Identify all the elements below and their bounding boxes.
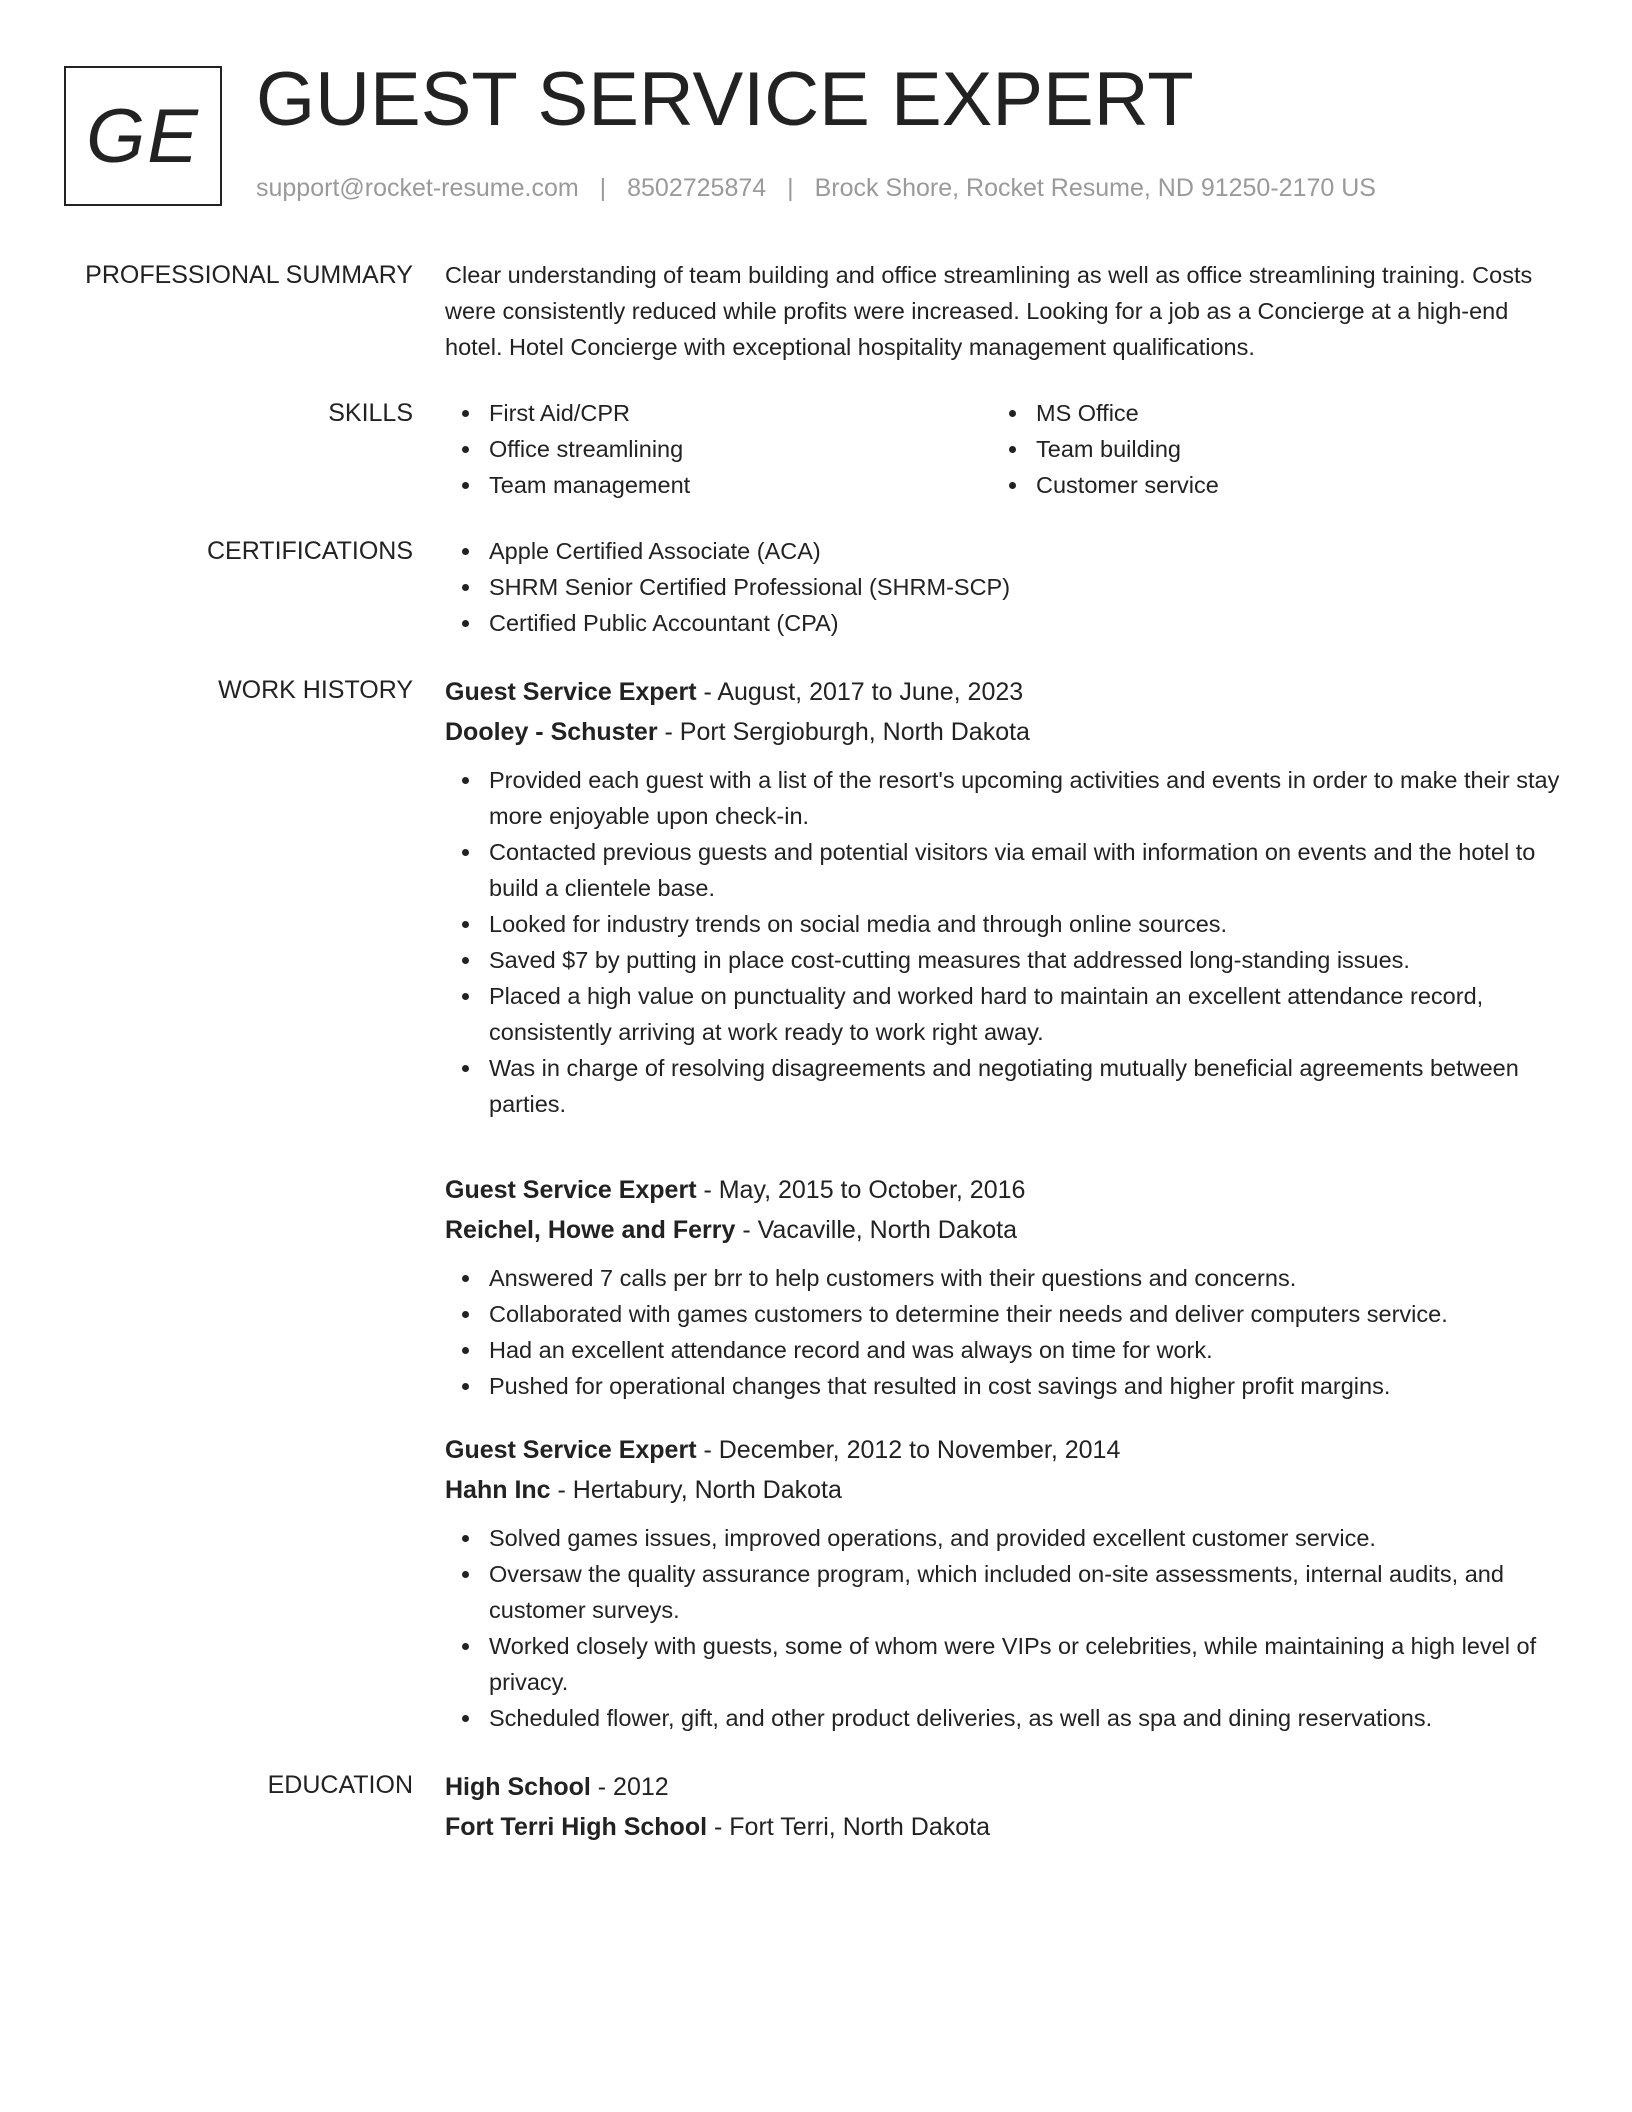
job-bullet: Collaborated with games customers to determine their needs and deliver computers service. <box>445 1296 1560 1332</box>
skill-item: Customer service <box>992 467 1539 503</box>
contact-separator: | <box>599 174 607 202</box>
initials-text: GE <box>86 93 200 179</box>
job-location: - Hertabury, North Dakota <box>550 1476 842 1504</box>
job-bullet: Placed a high value on punctuality and worked hard to maintain an excellent attendance record, consistently arriving at work ready to work right away. <box>445 978 1560 1050</box>
job-bullet: Solved games issues, improved operations, and provided excellent customer service. <box>445 1520 1560 1556</box>
job-bullet: Was in charge of resolving disagreements and negotiating mutually beneficial agreements between parties. <box>445 1050 1560 1122</box>
job-bullet: Pushed for operational changes that resulted in cost savings and higher profit margins. <box>445 1368 1560 1404</box>
job-title: Guest Service Expert <box>445 1436 697 1464</box>
education-year: - 2012 <box>590 1773 669 1801</box>
job-title-line <box>445 1430 1560 1470</box>
job-company-line <box>445 1210 1560 1250</box>
job-dates: - December, 2012 to November, 2014 <box>696 1436 1121 1464</box>
certification-item: Apple Certified Associate (ACA) <box>445 533 1560 569</box>
contact-email[interactable]: support@rocket-resume.com <box>256 174 579 202</box>
job-bullets <box>445 1260 1560 1404</box>
resume-title: GUEST SERVICE EXPERT <box>256 57 1194 142</box>
job-company-line <box>445 712 1560 752</box>
job-title-line <box>445 1170 1560 1210</box>
job-bullets <box>445 1520 1560 1736</box>
skill-item: First Aid/CPR <box>445 395 992 431</box>
job-bullet: Looked for industry trends on social media and through online sources. <box>445 906 1560 942</box>
section-label: PROFESSIONAL SUMMARY <box>85 261 413 289</box>
job-company: Dooley - Schuster <box>445 718 658 746</box>
contact-separator: | <box>787 174 794 202</box>
summary-text: Clear understanding of team building and office streamlining as well as office streamlining training. Costs were consistently reduced while profits were increased. Looking for a job as a Concierge at a high-end hotel. Hotel Concierge with exceptional hospitality management qualifications. <box>445 262 1533 360</box>
contact-phone[interactable]: 8502725874 <box>627 174 767 202</box>
skill-item: MS Office <box>992 395 1539 431</box>
job-bullet: Contacted previous guests and potential visitors via email with information on events and the hotel to build a clientele base. <box>445 834 1560 906</box>
job-location: - Port Sergioburgh, North Dakota <box>657 718 1030 746</box>
education-degree: High School <box>445 1773 591 1801</box>
certifications-list <box>445 533 1560 641</box>
job-bullet: Answered 7 calls per brr to help customers with their questions and concerns. <box>445 1260 1560 1296</box>
skill-item: Team management <box>445 467 992 503</box>
education-location: - Fort Terri, North Dakota <box>707 1813 990 1841</box>
initials-monogram <box>64 66 222 206</box>
job-company: Reichel, Howe and Ferry <box>445 1216 736 1244</box>
education-degree-line <box>445 1767 1560 1807</box>
section-label: WORK HISTORY <box>218 676 413 704</box>
job-dates: - May, 2015 to October, 2016 <box>696 1176 1026 1204</box>
contact-address: Brock Shore, Rocket Resume, ND 91250-2170 US <box>814 174 1376 202</box>
job-entry <box>445 1430 1560 1736</box>
job-title: Guest Service Expert <box>445 1176 697 1204</box>
job-bullets <box>445 762 1560 1122</box>
certification-item: SHRM Senior Certified Professional (SHRM-SCP) <box>445 569 1560 605</box>
job-bullet: Scheduled flower, gift, and other product deliveries, as well as spa and dining reservations. <box>445 1700 1560 1736</box>
skills-list-right <box>992 395 1539 503</box>
certification-item: Certified Public Accountant (CPA) <box>445 605 1560 641</box>
section-label: CERTIFICATIONS <box>206 537 413 565</box>
education-school: Fort Terri High School <box>445 1813 708 1841</box>
skill-item: Office streamlining <box>445 431 992 467</box>
section-label: SKILLS <box>328 399 413 427</box>
job-location: - Vacaville, North Dakota <box>735 1216 1017 1244</box>
job-dates: - August, 2017 to June, 2023 <box>696 678 1024 706</box>
job-bullet: Oversaw the quality assurance program, which included on-site assessments, internal audits, and customer surveys. <box>445 1556 1560 1628</box>
job-entry <box>445 672 1560 1122</box>
job-entry <box>445 1170 1560 1404</box>
skills-list-left <box>445 395 992 503</box>
job-company: Hahn Inc <box>445 1476 551 1504</box>
job-title-line <box>445 672 1560 712</box>
skill-item: Team building <box>992 431 1539 467</box>
section-label: EDUCATION <box>267 1771 413 1799</box>
job-bullet: Worked closely with guests, some of whom were VIPs or celebrities, while maintaining a high level of privacy. <box>445 1628 1560 1700</box>
contact-line <box>256 174 1376 203</box>
job-bullet: Had an excellent attendance record and was always on time for work. <box>445 1332 1560 1368</box>
job-bullet: Saved $7 by putting in place cost-cutting measures that addressed long-standing issues. <box>445 942 1560 978</box>
job-company-line <box>445 1470 1560 1510</box>
education-school-line <box>445 1807 1560 1847</box>
job-title: Guest Service Expert <box>445 678 697 706</box>
job-bullet: Provided each guest with a list of the resort's upcoming activities and events in order to make their stay more enjoyable upon check-in. <box>445 762 1560 834</box>
